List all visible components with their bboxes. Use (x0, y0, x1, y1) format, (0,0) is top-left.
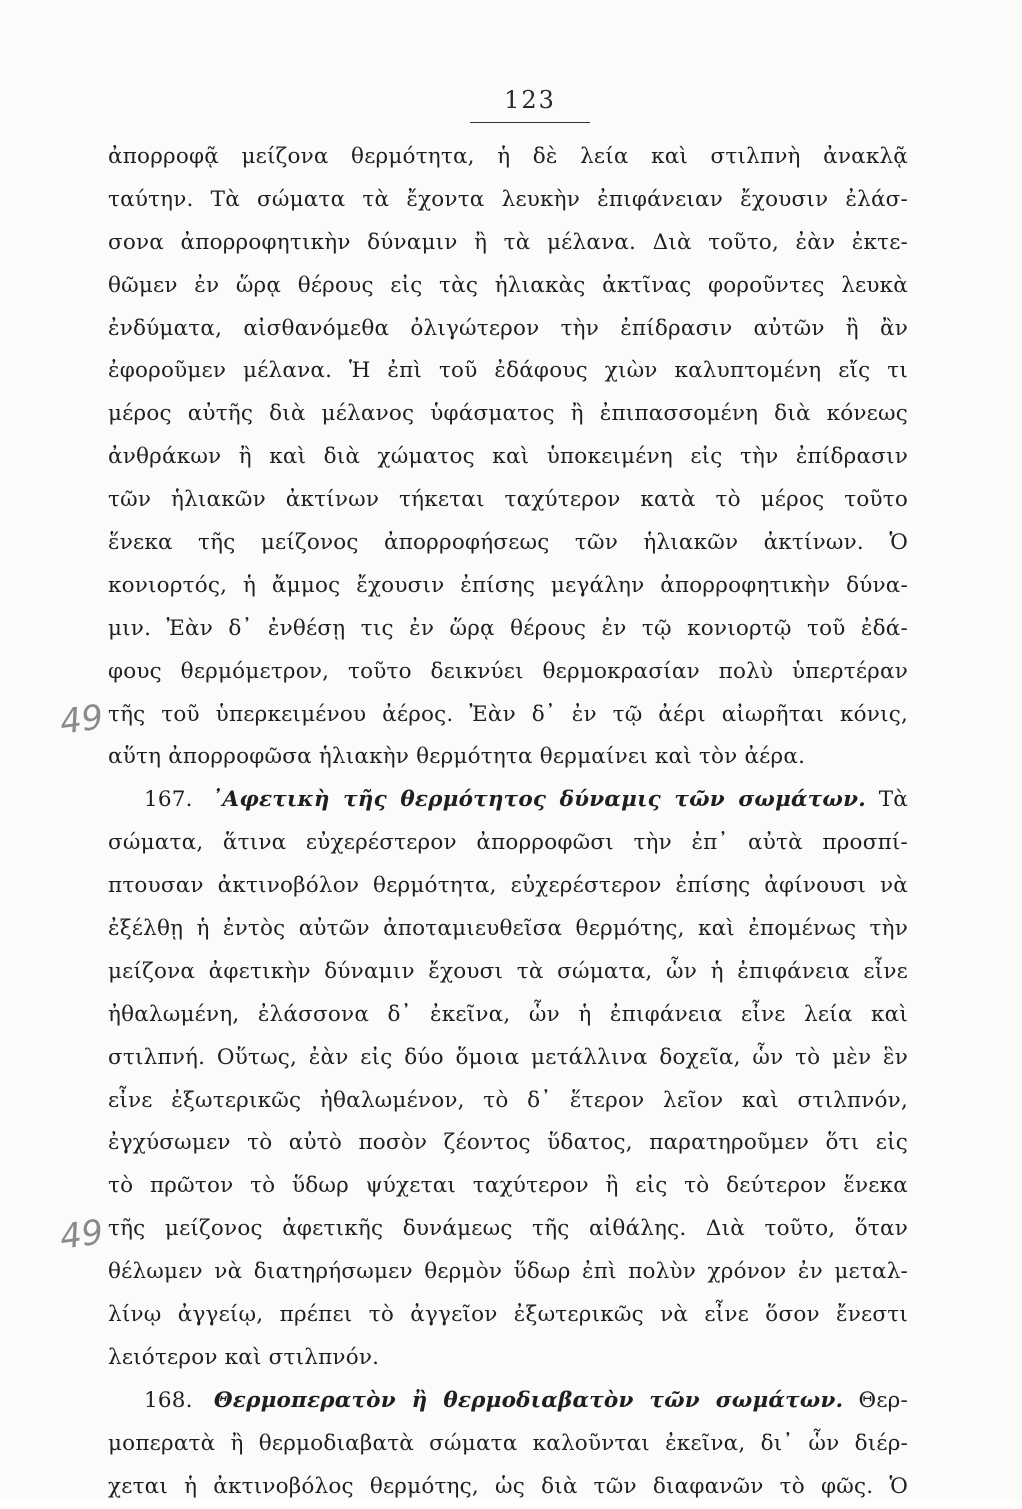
text-line: κονιορτός, ἡ ἄμμος ἔχουσιν ἐπίσης μεγάλην ἀπορροφητικὴν δύνα- (108, 572, 908, 598)
text-line: θέλωμεν νὰ διατηρήσωμεν θερμὸν ὕδωρ ἐπὶ πολὺν χρόνον ἐν μεταλ- (108, 1259, 908, 1285)
text-line: εἶνε ἐξωτερικῶς ἠθαλωμένον, τὸ δ᾿ ἕτερον λεῖον καὶ στιλπνόν, (108, 1087, 908, 1113)
text-line: φους θερμόμετρον, τοῦτο δεικνύει θερμοκρασίαν πολὺ ὑπερτέραν (108, 658, 908, 684)
header-rule (470, 122, 590, 123)
text-line: μείζονα ἀφετικὴν δύναμιν ἔχουσι τὰ σώματα, ὧν ἡ ἐπιφάνεια εἶνε (108, 958, 908, 984)
margin-note-handwritten: 49 (57, 1212, 106, 1258)
text-line: ἀπορροφᾷ μείζονα θερμότητα, ἡ δὲ λεία καὶ στιλπνὴ ἀνακλᾷ (108, 144, 908, 169)
body-text (108, 136, 908, 1509)
text-line: ἐνδύματα, αἰσθανόμεθα ὀλιγώτερον τὴν ἐπίδρασιν αὐτῶν ἢ ἂν (108, 315, 908, 341)
text-line: ἀνθράκων ἢ καὶ διὰ χώματος καὶ ὑποκειμένη εἰς τὴν ἐπίδρασιν (108, 444, 908, 470)
text-line: χεται ἡ ἀκτινοβόλος θερμότης, ὡς διὰ τῶν διαφανῶν τὸ φῶς. Ὁ (108, 1473, 908, 1499)
page-number: 123 (504, 86, 556, 114)
text-line: τῶν ἡλιακῶν ἀκτίνων τήκεται ταχύτερον κατὰ τὸ μέρος τοῦτο (108, 487, 908, 513)
text-line: ἐγχύσωμεν τὸ αὐτὸ ποσὸν ζέοντος ὕδατος, παρατηροῦμεν ὅτι εἰς (108, 1130, 908, 1156)
text-line: τὸ πρῶτον τὸ ὕδωρ ψύχεται ταχύτερον ἢ εἰς τὸ δεύτερον ἕνεκα (108, 1173, 908, 1199)
text-line: αὕτη ἀπορροφῶσα ἡλιακὴν θερμότητα θερμαίνει καὶ τὸν ἀέρα. (108, 744, 806, 770)
text-line: σώματα, ἅτινα εὐχερέστερον ἀπορροφῶσι τὴν ἐπ᾿ αὐτὰ προσπί- (108, 830, 908, 856)
text-line: τῆς μείζονος ἀφετικῆς δυνάμεως τῆς αἰθάλης. Διὰ τοῦτο, ὅταν (108, 1216, 908, 1242)
section-heading: Θερμοπερατὸν ἢ θερμοδιαβατὸν τῶν σωμάτων. (213, 1387, 844, 1413)
text-line: ἐξέλθῃ ἡ ἐντὸς αὐτῶν ἀποταμιευθεῖσα θερμότης, καὶ ἐπομένως τὴν (108, 916, 908, 942)
paragraph-168-body (108, 1423, 908, 1509)
text-line: λίνῳ ἀγγείῳ, πρέπει τὸ ἀγγεῖον ἐξωτερικῶς νὰ εἶνε ὅσον ἔνεστι (108, 1302, 908, 1328)
text-line: μοπερατὰ ἢ θερμοδιαβατὰ σώματα καλοῦνται ἐκεῖνα, δι᾿ ὧν διέρ- (108, 1430, 908, 1456)
section-number: 167. (144, 787, 193, 813)
text-line: πτουσαν ἀκτινοβόλον θερμότητα, εὐχερέστερον ἐπίσης ἀφίνουσι νὰ (108, 873, 908, 899)
text-line: στιλπνή. Οὕτως, ἐὰν εἰς δύο ὅμοια μετάλλινα δοχεῖα, ὧν τὸ μὲν ἓν (108, 1044, 908, 1070)
text-line: ταύτην. Τὰ σώματα τὰ ἔχοντα λευκὴν ἐπιφάνειαν ἔχουσιν ἐλάσ- (108, 186, 908, 212)
text-line: ἠθαλωμένη, ἐλάσσονα δ᾿ ἐκεῖνα, ὧν ἡ ἐπιφάνεια εἶνε λεία καὶ (108, 1001, 908, 1027)
heading-line-tail: Θερ- (858, 1387, 908, 1413)
text-line: μέρος αὐτῆς διὰ μέλανος ὑφάσματος ἢ ἐπιπασσομένη διὰ κόνεως (108, 401, 908, 427)
text-line: σονα ἀπορροφητικὴν δύναμιν ἢ τὰ μέλανα. Διὰ τοῦτο, ἐὰν ἐκτε- (108, 229, 908, 255)
text-line: ἐφοροῦμεν μέλανα. Ἡ ἐπὶ τοῦ ἐδάφους χιὼν καλυπτομένη εἴς τι (108, 358, 908, 384)
text-line: μιν. Ἐὰν δ᾿ ἐνθέσῃ τις ἐν ὥρᾳ θέρους ἐν τῷ κονιορτῷ τοῦ ἐδά- (108, 615, 908, 641)
section-heading: ᾿Αφετικὴ τῆς θερμότητος δύναμις τῶν σωμάτων. (211, 787, 866, 813)
paragraph-167-body (108, 822, 908, 1380)
paragraph-166-continuation (108, 136, 908, 779)
section-167-heading-line (108, 779, 908, 822)
margin-note-handwritten: 49 (57, 697, 106, 743)
section-168-heading-line (108, 1380, 908, 1423)
section-number: 168. (144, 1387, 193, 1413)
text-line: θῶμεν ἐν ὥρᾳ θέρους εἰς τὰς ἡλιακὰς ἀκτῖνας φοροῦντες λευκὰ (108, 272, 908, 298)
text-line: λειότερον καὶ στιλπνόν. (108, 1344, 380, 1370)
text-line: τῆς τοῦ ὑπερκειμένου ἀέρος. Ἐὰν δ᾿ ἐν τῷ ἀέρι αἰωρῆται κόνις, (108, 701, 908, 727)
heading-line-tail: Τὰ (878, 787, 908, 813)
text-line: ἕνεκα τῆς μείζονος ἀπορροφήσεως τῶν ἡλιακῶν ἀκτίνων. Ὁ (108, 530, 908, 556)
